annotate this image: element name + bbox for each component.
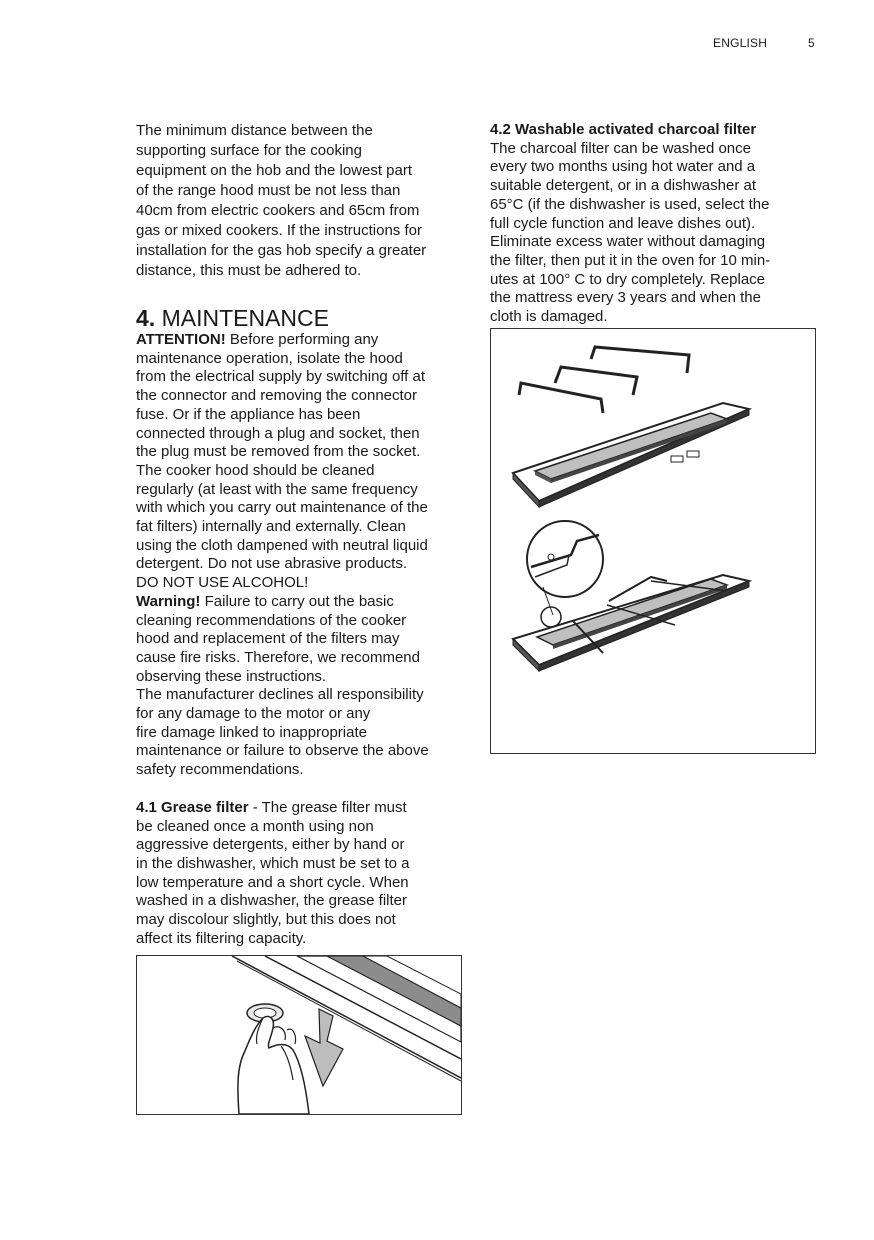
text-line: aggressive detergents, either by hand or (136, 836, 405, 854)
section-title: MAINTENANCE (161, 305, 329, 331)
text-line: fuse. Or if the appliance has been (136, 405, 361, 423)
grease-filter-title: 4.1 Grease filter (136, 798, 249, 816)
header-language: ENGLISH (713, 36, 768, 50)
text-line: regularly (at least with the same frequency (136, 480, 418, 498)
left-column (136, 121, 466, 949)
charcoal-filter-title: 4.2 Washable activated charcoal filter (490, 121, 757, 138)
text-line: Failure to carry out the basic (200, 592, 394, 610)
attention-paragraph (136, 331, 466, 593)
intro-paragraph (136, 121, 466, 281)
text-line: in the dishwasher, which must be set to a (136, 854, 410, 872)
text-line: suitable detergent, or in a dishwasher at (490, 177, 756, 195)
text-line: cleaning recommendations of the cooker (136, 611, 407, 629)
text-line: may discolour slightly, but this does not (136, 911, 396, 929)
text-line: the filter, then put it in the oven for 10 min- (490, 251, 771, 269)
text-line: observing these instructions. (136, 667, 327, 685)
section-number: 4. (136, 305, 156, 331)
grease-filter-paragraph (136, 799, 466, 949)
text-line: maintenance operation, isolate the hood (136, 349, 403, 367)
text-line: gas or mixed cookers. If the instructions for (136, 222, 422, 239)
text-line: supporting surface for the cooking (136, 142, 362, 159)
attention-label: ATTENTION! (136, 331, 226, 348)
warning-paragraph (136, 593, 466, 780)
charcoal-filter-illustration (490, 328, 816, 754)
text-line: cause fire risks. Therefore, we recommend (136, 648, 420, 666)
warning-label: Warning! (136, 592, 201, 610)
text-line: maintenance or failure to observe the above (136, 742, 429, 760)
text-line: distance, this must be adhered to. (136, 262, 362, 279)
text-line: low temperature and a short cycle. When (136, 873, 409, 891)
text-line: Eliminate excess water without damaging (490, 233, 766, 251)
text-line: detergent. Do not use abrasive products. (136, 555, 407, 573)
charcoal-filter-paragraph (490, 121, 820, 327)
text-line: of the range hood must be not less than (136, 182, 401, 199)
text-line: full cycle function and leave dishes out). (490, 214, 756, 232)
text-line: - The grease filter must (248, 798, 407, 816)
text-line: installation for the gas hob specify a greater (136, 242, 427, 259)
text-line: The cooker hood should be cleaned (136, 461, 375, 479)
text-line: safety recommendations. (136, 761, 304, 779)
text-line: fire damage linked to inappropriate (136, 723, 367, 741)
charcoal-filter-drawing (491, 329, 815, 753)
text-line: from the electrical supply by switching off at (136, 368, 426, 386)
text-line: cloth is damaged. (490, 308, 608, 326)
text-line: washed in a dishwasher, the grease filter (136, 892, 407, 910)
text-line: fat filters) internally and externally. Clean (136, 518, 406, 536)
text-line: affect its filtering capacity. (136, 929, 307, 947)
text-line: utes at 100° C to dry completely. Replace (490, 270, 766, 288)
page-number: 5 (808, 36, 815, 50)
text-line: be cleaned once a month using non (136, 817, 374, 835)
text-line: the plug must be removed from the socket. (136, 443, 421, 461)
text-line: every two months using hot water and a (490, 158, 756, 176)
text-line: the connector and removing the connector (136, 387, 418, 405)
text-line: for any damage to the motor or any (136, 705, 371, 723)
text-line: 65°C (if the dishwasher is used, select the (490, 195, 770, 213)
right-column (490, 121, 820, 327)
text-line: the mattress every 3 years and when the (490, 289, 761, 307)
text-line: using the cloth dampened with neutral liquid (136, 536, 428, 554)
text-line: 40cm from electric cookers and 65cm from (136, 202, 420, 219)
text-line: equipment on the hob and the lowest part (136, 162, 413, 179)
grease-filter-illustration (136, 955, 462, 1115)
text-line: The minimum distance between the (136, 122, 373, 139)
text-line: The charcoal filter can be washed once (490, 139, 751, 157)
text-line: hood and replacement of the filters may (136, 630, 400, 648)
grease-filter-drawing (137, 956, 461, 1114)
text-line: with which you carry out maintenance of the (136, 499, 428, 517)
text-line: DO NOT USE ALCOHOL! (136, 574, 309, 592)
text-line: connected through a plug and socket, then (136, 424, 420, 442)
text-line: The manufacturer declines all responsibility (136, 686, 424, 704)
text-line: Before performing any (225, 331, 379, 348)
section-heading (136, 305, 466, 331)
